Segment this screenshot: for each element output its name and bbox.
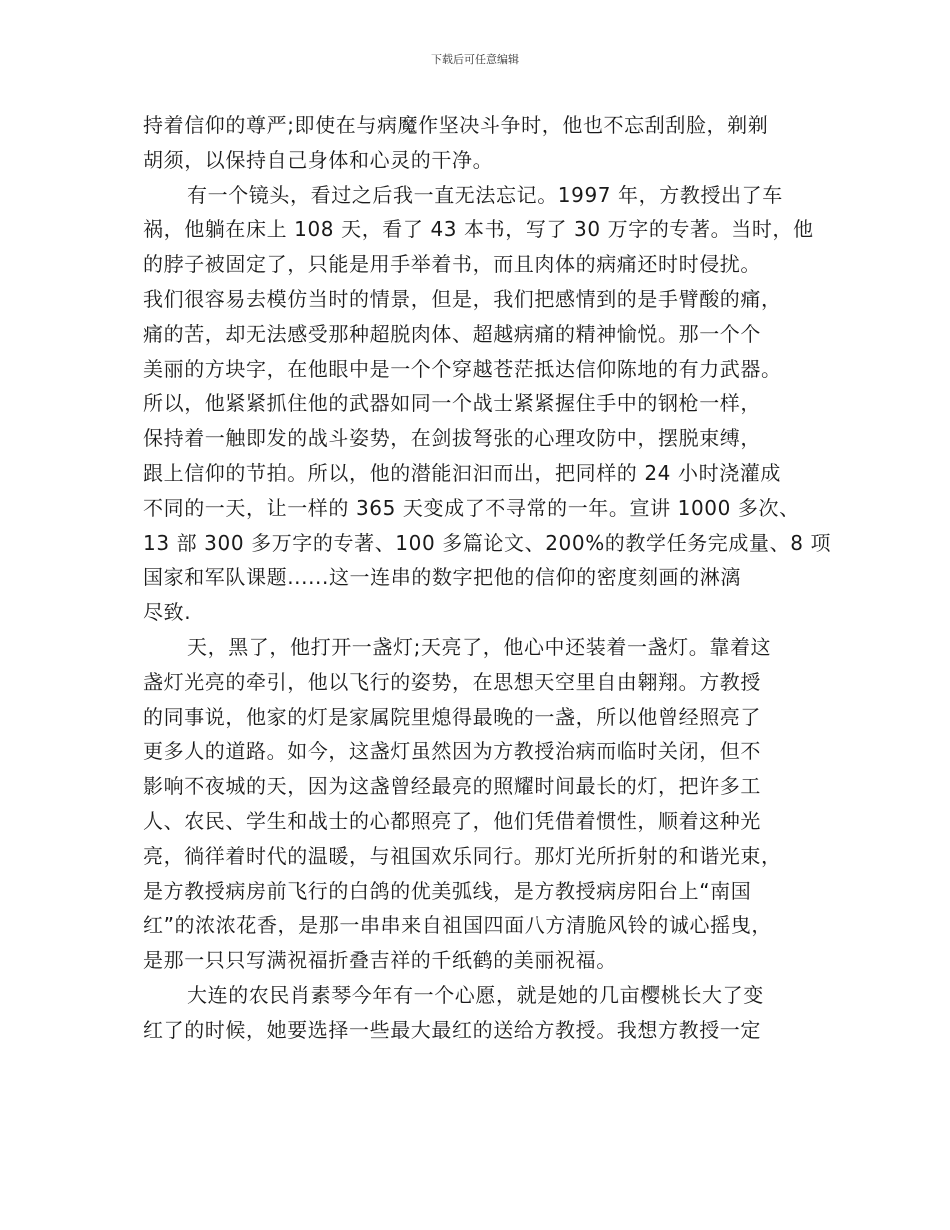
text-line: 我们很容易去模仿当时的情景，但是，我们把感情到的是手臂酸的痛， [143, 286, 782, 311]
paragraph [143, 978, 803, 1048]
text-line: 持着信仰的尊严;即使在与病魔作坚决斗争时，他也不忘刮刮脸，剃剃 [143, 113, 769, 137]
text-line: 13 部 300 多万字的专著、100 多篇论文、200%的教学任务完成量、8 项 [143, 530, 832, 555]
text-line: 美丽的方块字，在他眼中是一个个穿越苍茫抵达信仰陈地的有力武器。 [143, 356, 782, 381]
text-line: 有一个镜头，看过之后我一直无法忘记。1997 年，方教授出了车 [187, 182, 783, 207]
paragraph [143, 630, 803, 978]
text-line: 跟上信仰的节拍。所以，他的潜能汩汩而出，把同样的 24 小时浇灌成 [143, 460, 781, 485]
text-line: 痛的苦，却无法感受那种超脱肉体、超越病痛的精神愉悦。那一个个 [143, 321, 761, 346]
text-line: 尽致. [143, 600, 192, 625]
paragraph [143, 108, 803, 178]
text-line: 更多人的道路。如今，这盏灯虽然因为方教授治病而临时关闭，但不 [143, 739, 761, 764]
text-line: 天，黑了，他打开一盏灯;天亮了，他心中还装着一盏灯。靠着这 [187, 634, 772, 659]
text-line: 的同事说，他家的灯是家属院里熄得最晚的一盏，所以他曾经照亮了 [143, 704, 761, 729]
page-header: 下载后可任意编辑 [431, 53, 519, 66]
document-body [143, 108, 832, 1048]
text-line: 是方教授病房前飞行的白鸽的优美弧线，是方教授病房阳台上“南国 [143, 878, 752, 903]
text-line: 胡须，以保持自己身体和心灵的干净。 [143, 147, 494, 172]
text-line: 不同的一天，让一样的 365 天变成了不寻常的一年。宣讲 1000 多次、 [143, 495, 800, 520]
text-line: 亮，徜徉着时代的温暖，与祖国欢乐同行。那灯光所折射的和谐光束， [143, 843, 782, 868]
text-line: 是那一只只写满祝福折叠吉祥的千纸鹤的美丽祝福。 [143, 948, 617, 973]
text-line: 祸，他躺在床上 108 天，看了 43 本书，写了 30 万字的专著。当时，他 [143, 217, 814, 242]
text-line: 国家和军队课题......这一连串的数字把他的信仰的密度刻画的淋漓 [143, 565, 741, 590]
text-line: 所以，他紧紧抓住他的武器如同一个战士紧紧握住手中的钢枪一样， [143, 391, 761, 416]
text-line: 影响不夜城的天，因为这盏曾经最亮的照耀时间最长的灯，把许多工 [143, 774, 761, 799]
text-line: 盏灯光亮的牵引，他以飞行的姿势，在思想天空里自由翱翔。方教授 [143, 669, 761, 694]
text-line: 大连的农民肖素琴今年有一个心愿，就是她的几亩樱桃长大了变 [187, 982, 764, 1007]
text-line: 的脖子被固定了，只能是用手举着书，而且肉体的病痛还时时侵扰。 [143, 252, 761, 277]
text-line: 红”的浓浓花香，是那一串串来自祖国四面八方清脆风铃的诚心摇曳， [143, 913, 772, 938]
paragraph [143, 178, 832, 630]
text-line: 红了的时候，她要选择一些最大最红的送给方教授。我想方教授一定 [143, 1017, 761, 1042]
text-line: 保持着一触即发的战斗姿势，在剑拔弩张的心理攻防中，摆脱束缚， [143, 426, 761, 451]
text-line: 人、农民、学生和战士的心都照亮了，他们凭借着惯性，顺着这种光 [143, 808, 761, 833]
